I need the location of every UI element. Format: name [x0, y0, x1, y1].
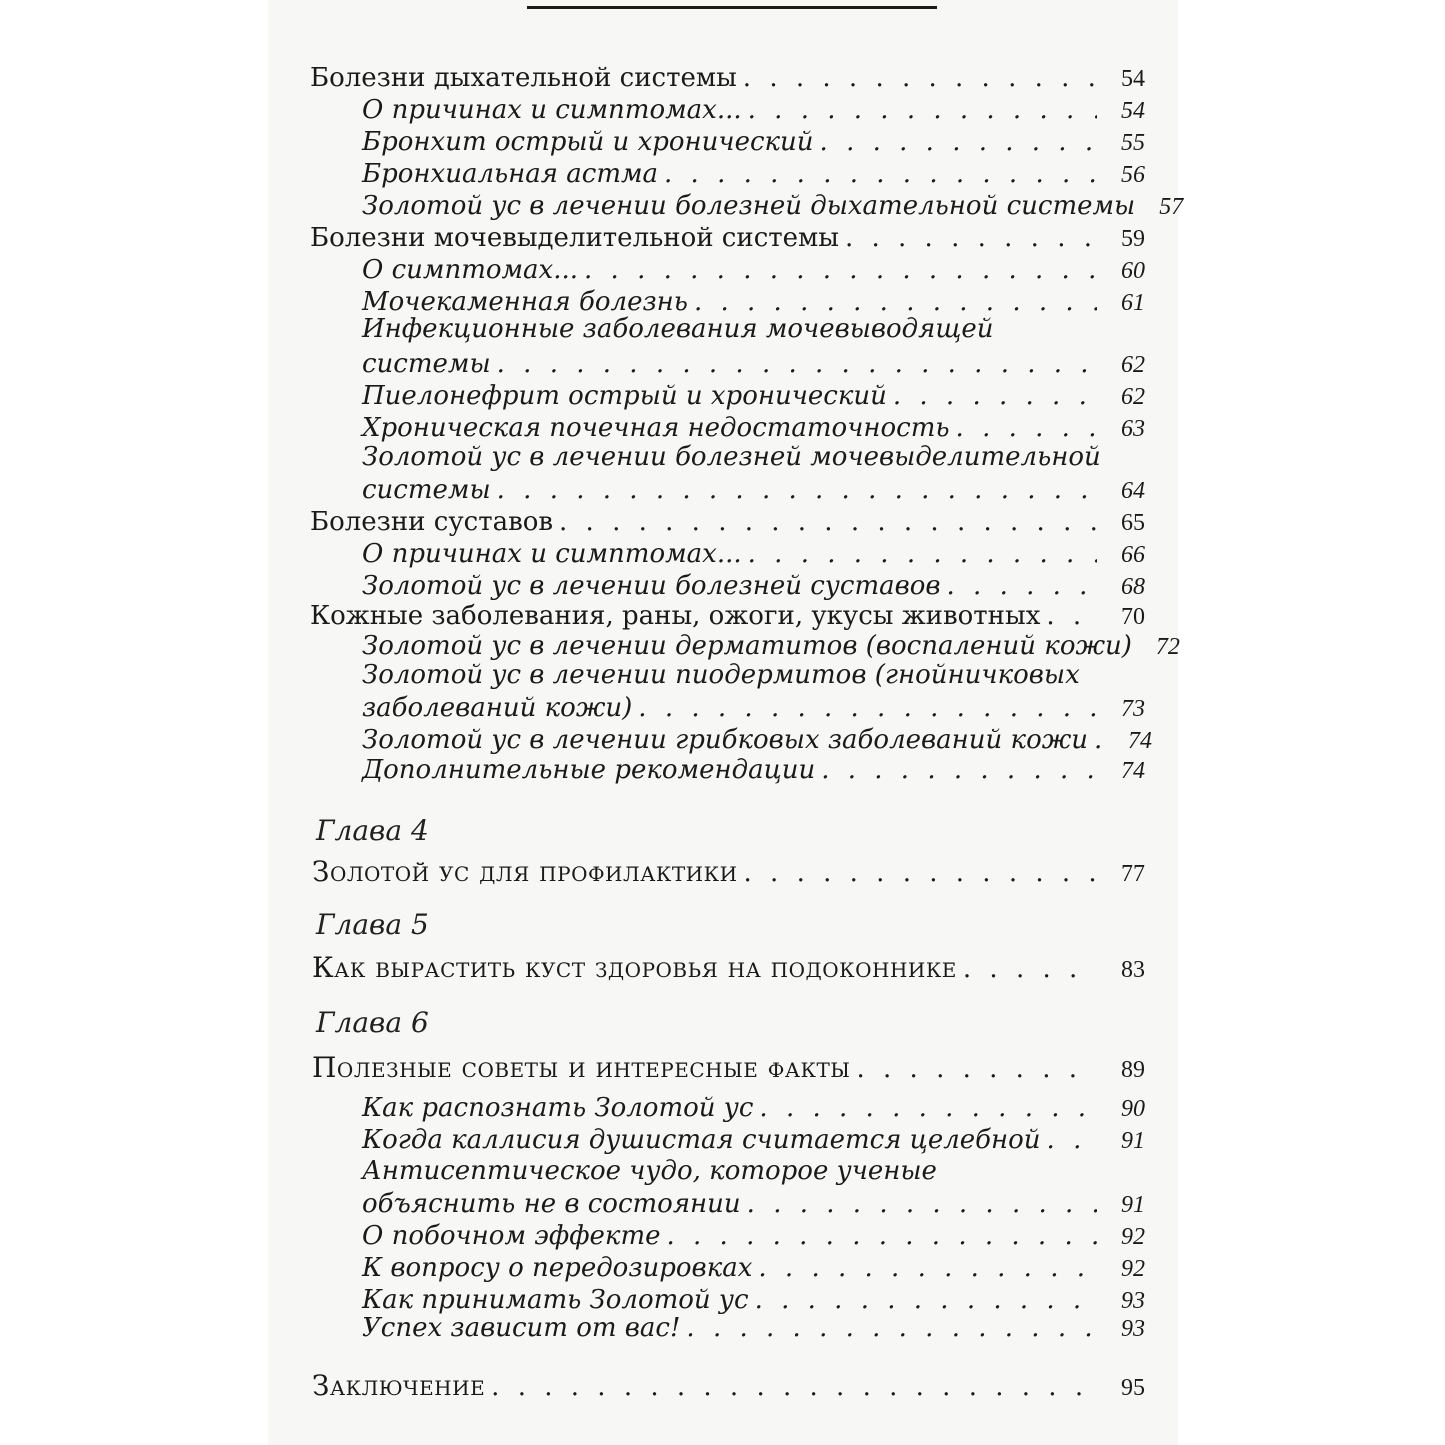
toc-page-number: 55	[1121, 130, 1145, 156]
dot-leader	[752, 1252, 1097, 1284]
toc-entry-title: К вопросу о передозировках	[362, 1253, 753, 1283]
toc-entry-title: Как принимать Золотой ус	[362, 1285, 749, 1315]
dot-leader	[658, 158, 1097, 190]
chapter-entry[interactable]	[0, 1052, 1145, 1084]
toc-subentry[interactable]	[0, 538, 1145, 570]
toc-page-number: 74	[1128, 728, 1153, 754]
toc-entry-title: Хроническая почечная недостаточность	[362, 413, 950, 443]
toc-entry-title: О симптомах...	[362, 255, 579, 285]
toc-subentry[interactable]	[0, 412, 1145, 444]
chapter-title: Заключение	[312, 1369, 486, 1402]
toc-entry-title: Золотой ус в лечении грибковых заболеваний кожи	[362, 725, 1089, 755]
toc-subentry[interactable]	[0, 380, 1145, 412]
dot-leader	[738, 857, 1097, 889]
toc-entry-title: объяснить не в состоянии	[362, 1189, 741, 1219]
chapter-title: Как вырастить куст здоровья на подоконнике	[312, 951, 957, 984]
toc-entry-title: О побочном эффекте	[362, 1221, 661, 1251]
toc-subentry[interactable]	[0, 254, 1145, 286]
toc-page-number: 83	[1121, 957, 1145, 983]
toc-subentry[interactable]	[0, 692, 1145, 724]
dot-leader	[815, 754, 1097, 786]
dot-leader	[814, 126, 1097, 158]
dot-leader	[485, 1371, 1097, 1403]
header-rule	[527, 6, 937, 9]
toc-page-number: 54	[1121, 66, 1145, 92]
toc-subentry-first-line: Золотой ус в лечении болезней мочевыделительной	[362, 442, 1101, 472]
toc-subentry[interactable]	[0, 1188, 1145, 1220]
chapter-entry[interactable]	[0, 856, 1145, 888]
toc-subentry[interactable]	[0, 158, 1145, 190]
toc-entry-title: системы	[362, 475, 491, 505]
dot-leader	[839, 222, 1097, 254]
toc-subentry[interactable]	[0, 1220, 1145, 1252]
toc-page-number: 92	[1121, 1224, 1145, 1250]
toc-subentry[interactable]	[0, 630, 1180, 662]
toc-subentry[interactable]	[0, 1092, 1145, 1124]
toc-subentry[interactable]	[0, 724, 1153, 756]
toc-entry-title: Когда каллисия душистая считается целебной	[362, 1125, 1041, 1155]
dot-leader	[887, 380, 1097, 412]
toc-entry-title: Бронхит острый и хронический	[362, 127, 814, 157]
toc-page-number: 92	[1121, 1256, 1145, 1282]
toc-entry[interactable]	[0, 62, 1145, 94]
chapter-title: Золотой ус для профилактики	[312, 855, 738, 888]
toc-page-number: 65	[1121, 510, 1145, 536]
chapter-entry[interactable]	[0, 952, 1145, 984]
dot-leader	[957, 953, 1097, 985]
toc-entry-title: Золотой ус в лечении болезней суставов	[362, 571, 941, 601]
toc-entry[interactable]	[0, 222, 1145, 254]
toc-entry-title: Болезни мочевыделительной системы	[310, 223, 839, 253]
toc-page-number: 61	[1121, 290, 1145, 316]
toc-entry-title: Кожные заболевания, раны, ожоги, укусы животных	[310, 601, 1041, 631]
toc-entry-title: Болезни дыхательной системы	[310, 63, 737, 93]
toc-entry-title: заболеваний кожи)	[362, 693, 633, 723]
toc-subentry[interactable]	[0, 126, 1145, 158]
dot-leader	[753, 1092, 1097, 1124]
toc-page-number: 74	[1121, 758, 1145, 784]
toc-page-number: 59	[1121, 226, 1145, 252]
toc-page-number: 72	[1155, 634, 1180, 660]
toc-subentry[interactable]	[0, 1252, 1145, 1284]
toc-page-number: 66	[1121, 542, 1145, 568]
toc-subentry[interactable]	[0, 1124, 1145, 1156]
toc-page-number: 91	[1121, 1128, 1145, 1154]
toc-page-number: 57	[1159, 194, 1184, 220]
dot-leader	[491, 474, 1097, 506]
toc-entry[interactable]	[0, 600, 1145, 632]
toc-subentry[interactable]	[0, 754, 1145, 786]
toc-entry-title: Золотой ус в лечении болезней дыхательной системы	[362, 191, 1136, 221]
toc-page-number: 95	[1121, 1375, 1145, 1401]
toc-page-number: 68	[1121, 574, 1145, 600]
toc-entry-title: Дополнительные рекомендации	[362, 755, 816, 785]
toc-subentry-first-line: Антисептическое чудо, которое ученые	[362, 1156, 937, 1186]
toc-subentry[interactable]	[0, 474, 1145, 506]
toc-entry-title: Пиелонефрит острый и хронический	[362, 381, 887, 411]
toc-page-number: 62	[1121, 384, 1145, 410]
toc-entry-title: Успех зависит от вас!	[362, 1313, 681, 1343]
toc-subentry[interactable]	[0, 190, 1184, 222]
chapter-label: Глава 5	[316, 908, 429, 941]
toc-entry-title: системы	[362, 349, 491, 379]
toc-page-number: 62	[1121, 352, 1145, 378]
toc-subentry[interactable]	[0, 1312, 1145, 1344]
toc-subentry[interactable]	[0, 94, 1145, 126]
toc-entry-title: Болезни суставов	[310, 507, 554, 537]
toc-subentry[interactable]	[0, 348, 1145, 380]
toc-page-number: 77	[1121, 861, 1145, 887]
toc-entry-title: Золотой ус в лечении дерматитов (воспалений кожи)	[362, 631, 1132, 661]
dot-leader	[742, 538, 1097, 570]
toc-subentry-first-line: Инфекционные заболевания мочевыводящей	[362, 314, 994, 344]
toc-page-number: 90	[1121, 1096, 1145, 1122]
dot-leader	[491, 348, 1097, 380]
toc-entry-title: Бронхиальная астма	[362, 159, 659, 189]
chapter-title: Полезные советы и интересные факты	[312, 1051, 851, 1084]
toc-page-number: 60	[1121, 258, 1145, 284]
dot-leader	[737, 62, 1097, 94]
conclusion-entry[interactable]	[0, 1370, 1145, 1402]
dot-leader	[1041, 1124, 1097, 1156]
toc-page-number: 56	[1121, 162, 1145, 188]
dot-leader	[742, 94, 1097, 126]
toc-page-number: 64	[1121, 478, 1145, 504]
toc-entry-title: О причинах и симптомах...	[362, 95, 742, 125]
toc-entry-title: О причинах и симптомах...	[362, 539, 742, 569]
dot-leader	[680, 1312, 1097, 1344]
dot-leader	[553, 506, 1097, 538]
dot-leader	[632, 692, 1097, 724]
chapter-label: Глава 6	[316, 1006, 429, 1039]
toc-page-number: 63	[1121, 416, 1145, 442]
dot-leader	[941, 570, 1097, 602]
dot-leader	[1040, 600, 1097, 632]
toc-entry-title: Мочекаменная болезнь	[362, 287, 688, 317]
toc-page-number: 73	[1121, 696, 1145, 722]
toc-page-number: 54	[1121, 98, 1145, 124]
dot-leader	[950, 412, 1097, 444]
toc-entry-title: Как распознать Золотой ус	[362, 1093, 754, 1123]
toc-page-number: 93	[1121, 1288, 1145, 1314]
toc-entry[interactable]	[0, 506, 1145, 538]
dot-leader	[578, 254, 1097, 286]
toc-page-number: 93	[1121, 1316, 1145, 1342]
dot-leader	[850, 1053, 1097, 1085]
chapter-label: Глава 4	[316, 814, 429, 847]
toc-subentry-first-line: Золотой ус в лечении пиодермитов (гнойничковых	[362, 660, 1080, 690]
dot-leader	[661, 1220, 1098, 1252]
toc-subentry[interactable]	[0, 570, 1145, 602]
toc-page-number: 70	[1121, 604, 1145, 630]
toc-page-number: 89	[1121, 1057, 1145, 1083]
dot-leader	[741, 1188, 1097, 1220]
toc-page-number: 91	[1121, 1192, 1145, 1218]
dot-leader	[1088, 724, 1104, 756]
